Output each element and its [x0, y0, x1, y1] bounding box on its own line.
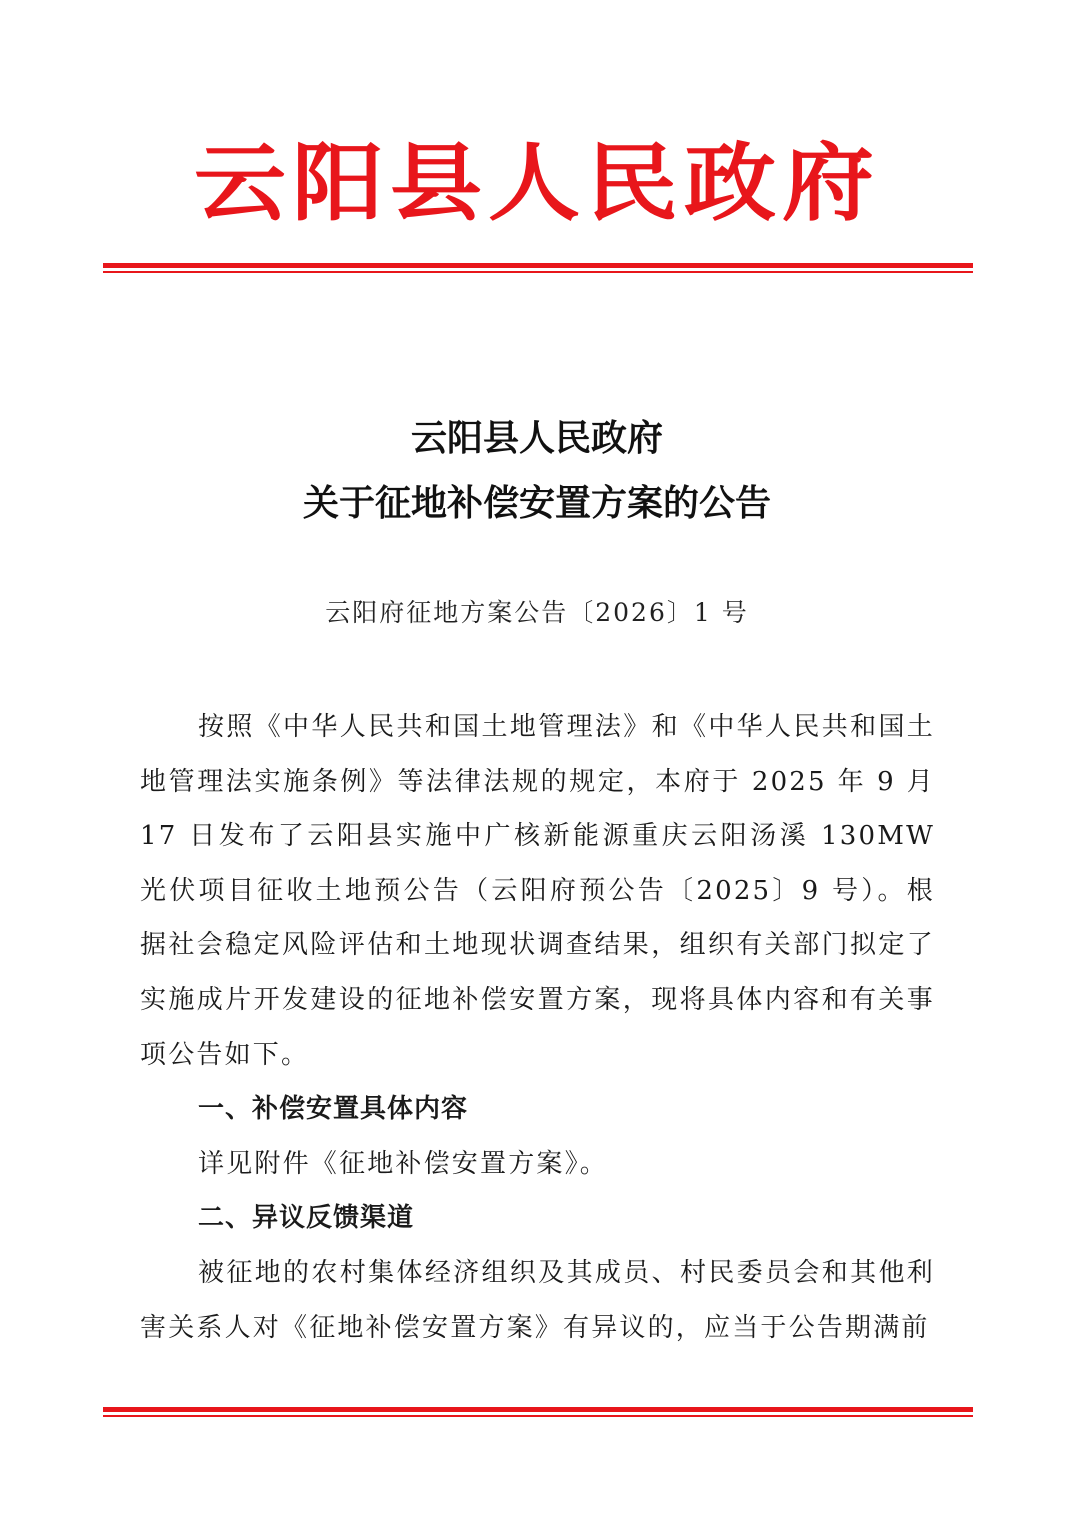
document-body	[140, 700, 935, 1355]
document-title-line2: 关于征地补偿安置方案的公告	[302, 482, 771, 524]
document-number: 云阳府征地方案公告〔2026〕1 号	[325, 598, 749, 627]
intro-paragraph: 按照《中华人民共和国土地管理法》和《中华人民共和国土地管理法实施条例》等法律法规的规定，本府于 2025 年 9 月 17 日发布了云阳县实施中广核新能源重庆云阳汤溪 130MW 光伏项目征收土地预公告（云阳府预公告〔2025〕9 号）。根据社会稳定风险评估和土地现状调查结果，组织有关部门拟定了实施成片开发建设的征地补偿安置方案，现将具体内容和有关事项公告如下。	[140, 712, 935, 1070]
section2-heading: 二、异议反馈渠道	[198, 1203, 415, 1234]
masthead-divider	[103, 263, 973, 273]
masthead-org-name: 云阳县人民政府	[193, 133, 880, 233]
section2-paragraph: 被征地的农村集体经济组织及其成员、村民委员会和其他利害关系人对《征地补偿安置方案》有异议的，应当于公告期满前	[140, 1257, 935, 1343]
document-title-line1: 云阳县人民政府	[410, 417, 663, 459]
footer-divider	[103, 1407, 973, 1417]
section1-heading: 一、补偿安置具体内容	[198, 1094, 469, 1125]
section1-paragraph: 详见附件《征地补偿安置方案》。	[198, 1148, 609, 1179]
